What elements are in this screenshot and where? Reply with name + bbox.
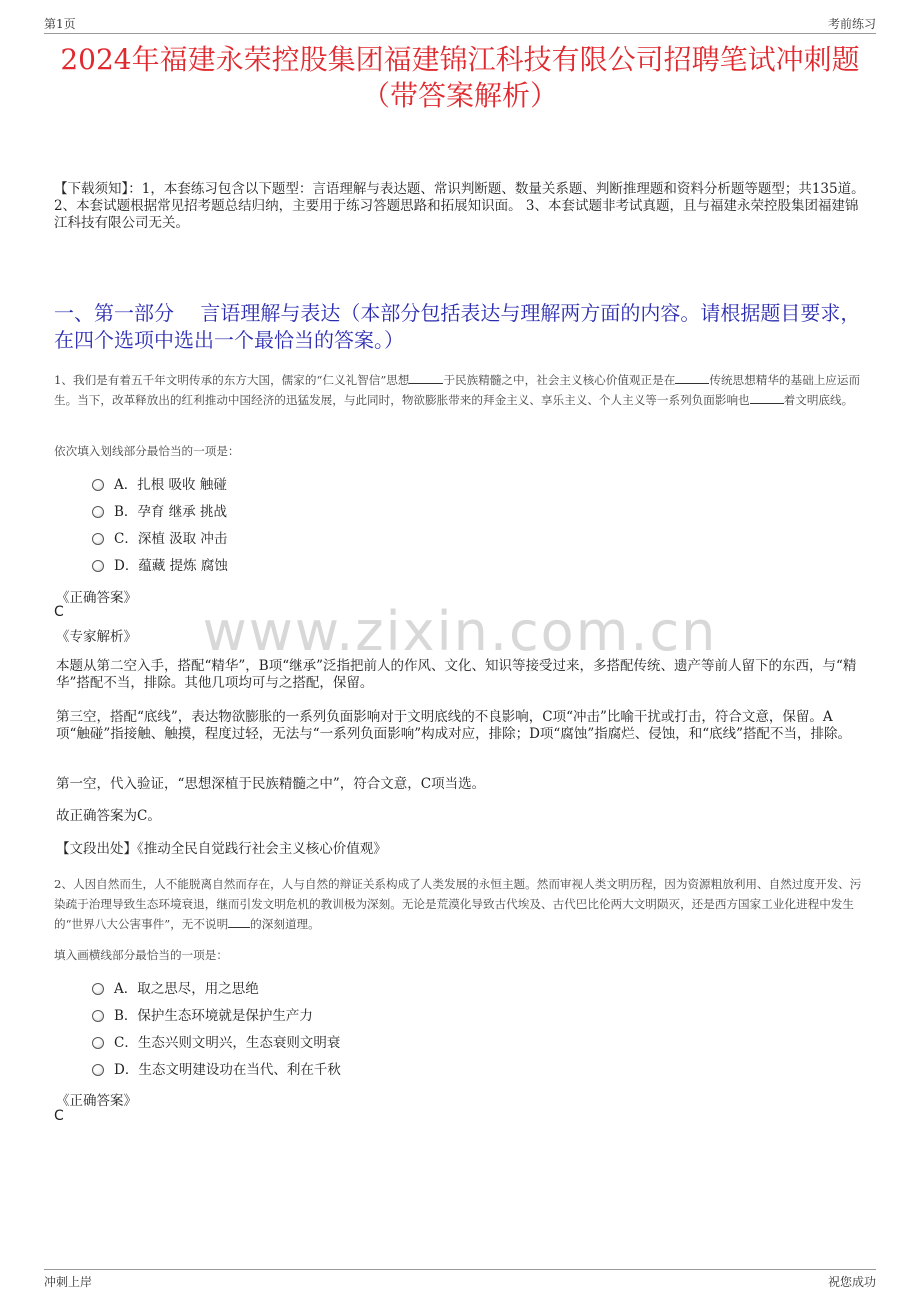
analysis-paragraph: 故正确答案为C。 (56, 808, 161, 824)
footer-right-label: 祝您成功 (827, 1275, 876, 1289)
q1-option-b[interactable]: B．孕育 继承 挑战 (92, 503, 227, 521)
expert-analysis-label: 《专家解析》 (56, 629, 137, 645)
correct-answer: C (54, 1108, 64, 1124)
radio-icon[interactable] (92, 533, 104, 545)
correct-answer-label: 《正确答案》 (56, 1093, 137, 1109)
q2-option-d[interactable]: D．生态文明建设功在当代、利在千秋 (92, 1061, 341, 1079)
answer-blank (750, 392, 784, 404)
answer-blank (409, 372, 443, 384)
footer-left-label: 冲刺上岸 (44, 1275, 93, 1289)
radio-icon[interactable] (92, 983, 104, 995)
answer-blank (675, 372, 709, 384)
download-notice: 【下载须知】：1，本套练习包含以下题型：言语理解与表达题、常识判断题、数量关系题、判断推理题和资料分析题等题型；共135道。 2、本套试题根据常见招考题总结归纳，主要用于练习答题思路和拓展知识面。 3、本套试题非考试真题，且与福建永荣控股集团福建锦江科技有限公司无关。 (54, 181, 865, 231)
correct-answer-label: 《正确答案》 (56, 590, 137, 606)
radio-icon[interactable] (92, 479, 104, 491)
section-heading: 一、第一部分 言语理解与表达（本部分包括表达与理解两方面的内容。请根据题目要求，在四个选项中选出一个最恰当的答案。） (54, 301, 861, 352)
radio-icon[interactable] (92, 1010, 104, 1022)
radio-icon[interactable] (92, 1064, 104, 1076)
analysis-paragraph: 第三空，搭配“底线”，表达物欲膨胀的一系列负面影响对于文明底线的不良影响，C项“冲击”比喻干扰或打击，符合文意，保留。A项“触碰”指接触、触摸，程度过轻，无法与“一系列负面影响”构成对应，排除；D项“腐蚀”指腐烂、侵蚀，和“底线”搭配不当，排除。 (56, 709, 852, 742)
analysis-paragraph: 第一空，代入验证，“思想深植于民族精髓之中”，符合文意，C项当选。 (56, 776, 486, 792)
q1-option-a[interactable]: A．扎根 吸收 触碰 (92, 476, 227, 494)
q1-option-c[interactable]: C．深植 汲取 冲击 (92, 530, 227, 548)
q2-option-a[interactable]: A．取之思尽，用之思绝 (92, 980, 259, 998)
answer-blank (228, 916, 250, 928)
page-number: 第1页 (44, 17, 76, 31)
page-header (44, 13, 876, 34)
radio-icon[interactable] (92, 506, 104, 518)
question-2-prompt: 填入画横线部分最恰当的一项是： (54, 948, 228, 962)
radio-icon[interactable] (92, 560, 104, 572)
radio-icon[interactable] (92, 1037, 104, 1049)
question-1-text: 1、我们是有着五千年文明传承的东方大国，儒家的“仁义礼智信”思想 于民族精髓之中，社会主义核心价值观正是在 传统思想精华的基础上应运而生。当下，改革释放出的红利推动中国经济的迅猛发展，与此同时，物欲膨胀带来的拜金主义、享乐主义、个人主义等一系列负面影响也 着文明底线。 (54, 373, 861, 407)
header-label: 考前练习 (827, 17, 876, 31)
watermark: www.zixin.com.cn (202, 600, 718, 663)
text-source: 【文段出处】《推动全民自觉践行社会主义核心价值观》 (56, 841, 387, 857)
analysis-paragraph: 本题从第二空入手，搭配“精华”，B项“继承”泛指把前人的作风、文化、知识等接受过来，多搭配传统、遗产等前人留下的东西，与“精华”搭配不当，排除。其他几项均可与之搭配，保留。 (56, 658, 857, 691)
q2-option-c[interactable]: C．生态兴则文明兴，生态衰则文明衰 (92, 1034, 340, 1052)
document-title: 2024年福建永荣控股集团福建锦江科技有限公司招聘笔试冲刺题（带答案解析） (60, 43, 860, 112)
correct-answer: C (54, 604, 64, 620)
page-footer (44, 1269, 876, 1288)
q1-option-d[interactable]: D．蕴藏 提炼 腐蚀 (92, 557, 228, 575)
q2-option-b[interactable]: B．保护生态环境就是保护生产力 (92, 1007, 313, 1025)
question-2-text: 2、人因自然而生，人不能脱离自然而存在，人与自然的辩证关系构成了人类发展的永恒主题。然而审视人类文明历程，因为资源粗放利用、自然过度开发、污染疏于治理导致生态环境衰退，继而引发文明危机的教训极为深刻。无论是荒漠化导致古代埃及、古代巴比伦两大文明陨灭，还是西方国家工业化进程中发生的“世界八大公害事件”，无不说明 的深刻道理。 (54, 877, 862, 931)
question-1-prompt: 依次填入划线部分最恰当的一项是： (54, 444, 240, 458)
